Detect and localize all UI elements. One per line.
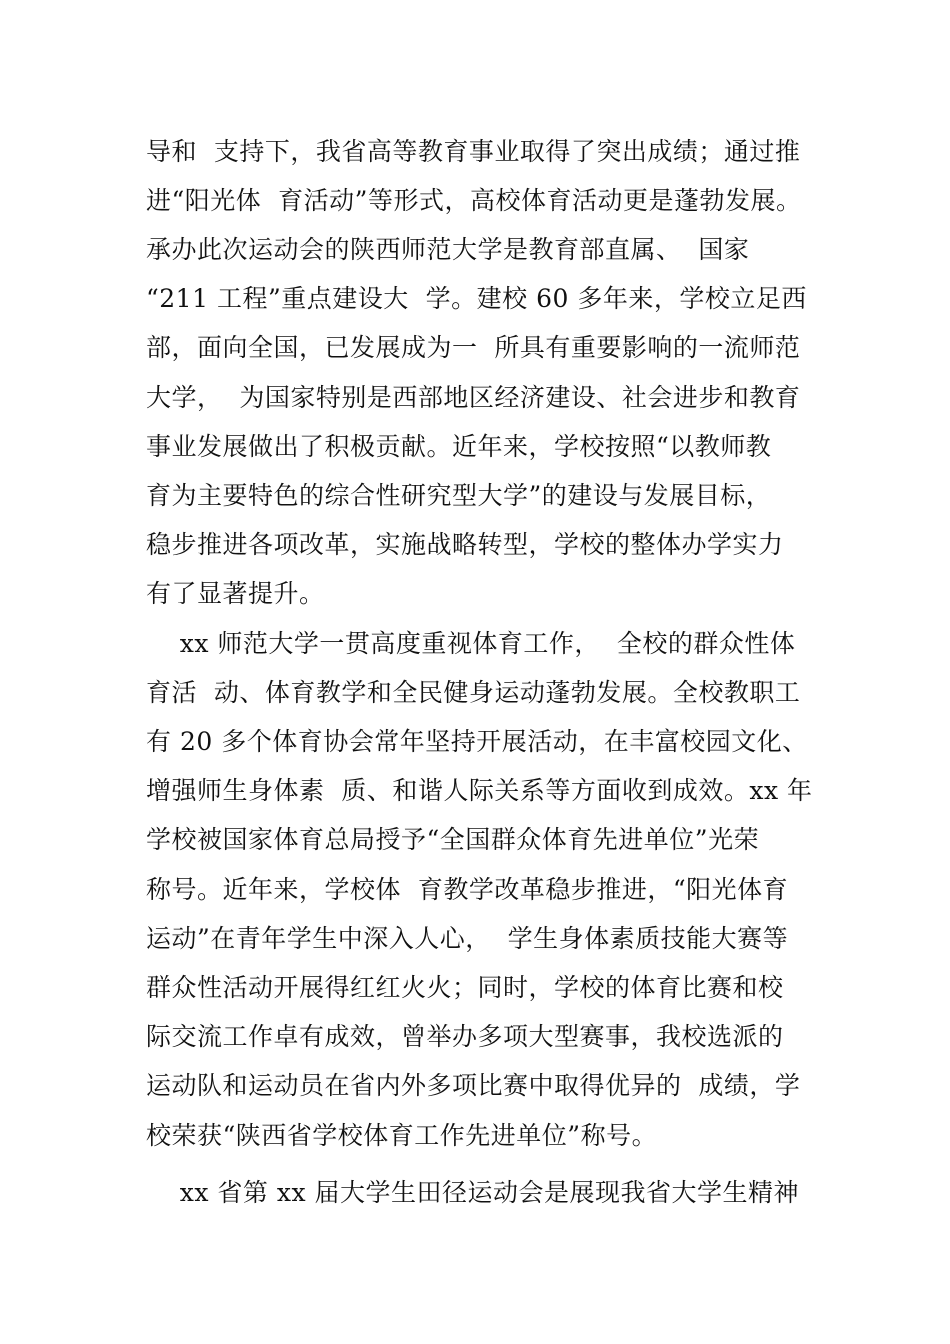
text-line: 际交流工作卓有成效，曾举办多项大型赛事，我校选派的	[146, 1022, 784, 1051]
text-line: 称号。近年来，学校体 育教学改革稳步推进，“阳光体育	[146, 875, 789, 904]
text-line: 学校被国家体育总局授予“全国群众体育先进单位”光荣	[146, 825, 760, 854]
text-line: “211 工程”重点建设大 学。建校 60 多年来，学校立足西	[146, 284, 807, 313]
text-line: 有 20 多个体育协会常年坚持开展活动，在丰富校园文化、	[146, 727, 808, 756]
text-line: 校荣获“陕西省学校体育工作先进单位”称号。	[146, 1121, 658, 1150]
paragraph-start-line: xx 师范大学一贯高度重视体育工作， 全校的群众性体	[146, 629, 796, 658]
text-line: 部，面向全国，已发展成为一 所具有重要影响的一流师范	[146, 333, 801, 362]
text-line: 运动队和运动员在省内外多项比赛中取得优异的 成绩，学	[146, 1071, 801, 1100]
text-line: 群众性活动开展得红红火火；同时，学校的体育比赛和校	[146, 973, 784, 1002]
text-line: 进“阳光体 育活动”等形式，高校体育活动更是蓬勃发展。	[146, 186, 802, 215]
text-line: 导和 支持下，我省高等教育事业取得了突出成绩；通过推	[146, 137, 801, 166]
text-line: 增强师生身体素 质、和谐人际关系等方面收到成效。xx 年	[146, 776, 813, 805]
text-line: 育活 动、体育教学和全民健身运动蓬勃发展。全校教职工	[146, 678, 801, 707]
text-line: 运动”在青年学生中深入人心， 学生身体素质技能大赛等	[146, 924, 789, 953]
text-line: 稳步推进各项改革，实施战略转型，学校的整体办学实力	[146, 530, 784, 559]
text-line: 承办此次运动会的陕西师范大学是教育部直属、 国家	[146, 235, 750, 264]
text-line: 育为主要特色的综合性研究型大学”的建设与发展目标，	[146, 481, 772, 510]
text-line: 有了显著提升。	[146, 579, 325, 608]
text-line: 事业发展做出了积极贡献。近年来，学校按照“以教师教	[146, 432, 772, 461]
text-line: 大学， 为国家特别是西部地区经济建设、社会进步和教育	[146, 383, 801, 412]
paragraph-start-line: xx 省第 xx 届大学生田径运动会是展现我省大学生精神	[146, 1178, 800, 1207]
